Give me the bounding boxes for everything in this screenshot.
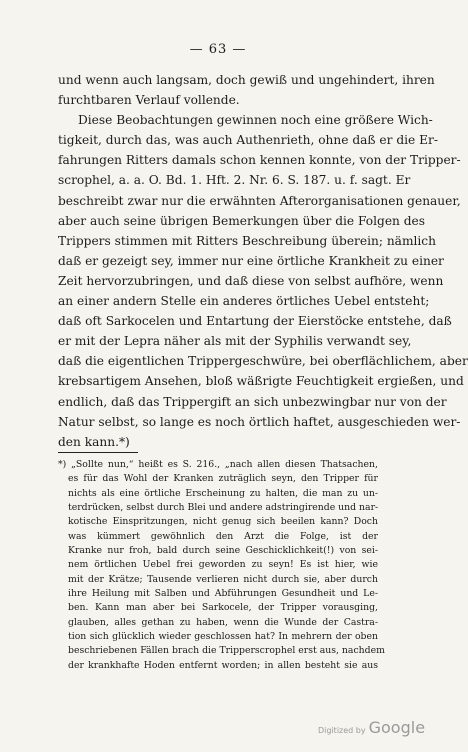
text-line: aber auch seine übrigen Bemerkungen über die Folgen des <box>58 213 426 228</box>
footnote-line: mit der Krätze; Tausende verlieren nicht durch sie, aber durch <box>68 573 378 585</box>
footnote-divider <box>58 452 138 453</box>
footnote-line: nichts als eine örtliche Erscheinung zu halten, die man zu un- <box>68 487 378 499</box>
text-line: fahrungen Ritters damals schon kennen konnte, von der Tripper- <box>58 153 461 168</box>
text-line: daß er gezeigt sey, immer nur eine örtliche Krankheit zu einer <box>58 253 444 268</box>
footnote-line: ihre Heilung mit Salben und Abführungen Gesundheit und Le- <box>68 588 378 600</box>
footnote-line: was kümmert gewöhnlich den Arzt die Folge, ist der <box>68 530 378 542</box>
text-line: Diese Beobachtungen gewinnen noch eine größere Wich- <box>78 113 433 128</box>
footnote-line: tion sich glücklich wieder geschlossen hat? In mehrern der oben <box>68 631 378 643</box>
text-line: scrophel, a. a. O. Bd. 1. Hft. 2. Nr. 6. S. 187. u. f. sagt. Er <box>58 173 411 188</box>
text-line: und wenn auch langsam, doch gewiß und ungehindert, ihren <box>58 73 435 87</box>
text-line: den kann.*) <box>58 434 130 449</box>
google-logo: Google <box>368 718 426 737</box>
text-line: daß oft Sarkocelen und Entartung der Eierstöcke entstehe, daß <box>58 314 452 329</box>
text-line: er mit der Lepra näher als mit der Syphilis verwandt sey, <box>58 334 412 349</box>
footnote-line: glauben, alles gethan zu haben, wenn die Wunde der Castra- <box>68 616 378 628</box>
digitized-watermark <box>318 718 425 737</box>
footnote-line: *) „Sollte nun,“ heißt es S. 216., „nach allen diesen Thatsachen, <box>58 459 378 470</box>
main-text <box>58 70 468 452</box>
text-line: furchtbaren Verlauf vollende. <box>58 93 240 108</box>
text-line: Zeit hervorzubringen, und daß diese von selbst aufhöre, wenn <box>58 273 444 288</box>
text-line: Natur selbst, so lange es noch örtlich haftet, ausgeschieden wer- <box>58 414 461 429</box>
text-line: Trippers stimmen mit Ritters Beschreibung überein; nämlich <box>58 233 436 248</box>
text-line: beschreibt zwar nur die erwähnten Afterorganisationen genauer, <box>58 193 461 208</box>
footnote-line: kotische Einspritzungen, nicht genug sich beeilen kann? Doch <box>68 516 378 528</box>
footnote-line: ben. Kann man aber bei Sarkocele, der Tripper vorausging, <box>68 602 378 614</box>
footnote-line: beschriebenen Fällen brach die Tripperscrophel erst aus, nachdem <box>68 645 385 657</box>
text-line: endlich, daß das Trippergift an sich unbezwingbar nur von der <box>58 394 447 409</box>
footnote-line: terdrücken, selbst durch Blei und andere adstringirende und nar- <box>68 502 379 514</box>
page-number-header: — 63 — <box>189 42 247 57</box>
footnote-line: Kranke nur froh, bald durch seine Geschicklichkeit(!) von sei- <box>68 545 378 557</box>
footnote-line: nem örtlichen Uebel frei geworden zu seyn! Es ist hier, wie <box>68 559 378 571</box>
text-line: krebsartigem Ansehen, bloß wäßrigte Feuchtigkeit ergießen, und <box>58 374 464 389</box>
text-line: tigkeit, durch das, was auch Authenrieth, ohne daß er die Er- <box>58 133 438 148</box>
watermark-prefix: Digitized by <box>318 726 366 735</box>
footnote-line: es für das Wohl der Kranken zuträglich seyn, den Tripper für <box>68 473 378 485</box>
text-line: an einer andern Stelle ein anderes örtliches Uebel entsteht; <box>58 294 430 309</box>
footnote-line: der krankhafte Hoden entfernt worden; in allen besteht sie aus <box>68 659 378 671</box>
text-line: daß die eigentlichen Trippergeschwüre, bei oberflächlichem, aber <box>58 354 468 369</box>
footnote <box>58 458 385 673</box>
